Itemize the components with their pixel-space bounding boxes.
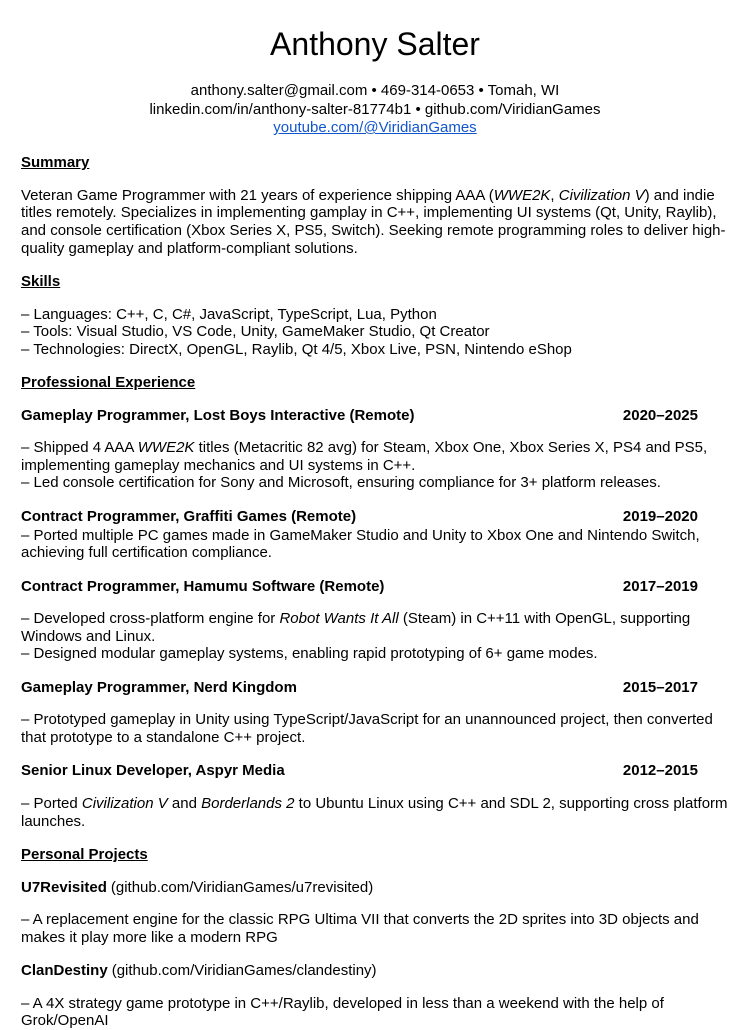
job-dates: 2012–2015 — [622, 762, 698, 780]
project-description: – A 4X strategy game prototype in C++/Raylib, developed in less than a weekend with the help of Grok/OpenAI — [21, 994, 664, 1030]
job-title: Contract Programmer, Hamumu Software (Remote) — [21, 577, 385, 595]
job-bullets — [21, 711, 729, 746]
job-dates: 2017–2019 — [622, 577, 698, 595]
projects-heading: Personal Projects — [21, 846, 148, 864]
job-bullets — [21, 439, 729, 492]
job-entry-nerd-kingdom — [21, 679, 729, 747]
job-dates: 2019–2020 — [622, 507, 698, 525]
project-name: ClanDestiny — [21, 962, 108, 980]
job-header — [21, 578, 729, 596]
job-dates: 2020–2025 — [622, 406, 698, 424]
job-bullet: – Designed modular gameplay systems, enabling rapid prototyping of 6+ game modes. — [21, 645, 598, 663]
summary-heading: Summary — [21, 154, 90, 172]
job-header — [21, 407, 729, 425]
job-title: Senior Linux Developer, Aspyr Media — [21, 762, 285, 780]
project-title-line — [21, 962, 729, 980]
contact-block — [21, 82, 729, 137]
job-header — [21, 508, 729, 526]
job-bullet: – Shipped 4 AAA WWE2K titles (Metacritic 82 avg) for Steam, Xbox One, Xbox Series X, PS4 and PS5, implementing gameplay mechanics and UI systems in C++. — [21, 439, 708, 474]
job-bullet: – Led console certification for Sony and Microsoft, ensuring compliance for 3+ platform releases. — [21, 474, 661, 492]
resume-page — [21, 26, 729, 1030]
project-description: – A replacement engine for the classic RPG Ultima VII that converts the 2D sprites into 3D objects and makes it play more like a modern RPG — [21, 911, 699, 946]
job-bullet: – Ported Civilization V and Borderlands 2 to Ubuntu Linux using C++ and SDL 2, supporting cross platform launches. — [21, 795, 728, 830]
job-title: Contract Programmer, Graffiti Games (Remote) — [21, 507, 357, 525]
job-entry-lost-boys — [21, 407, 729, 492]
skills-list — [21, 306, 729, 359]
skills-heading: Skills — [21, 273, 61, 291]
skill-item-technologies: – Technologies: DirectX, OpenGL, Raylib, Qt 4/5, Xbox Live, PSN, Nintendo eShop — [21, 340, 572, 358]
job-bullets — [21, 610, 729, 663]
job-bullet: – Prototyped gameplay in Unity using TypeScript/JavaScript for an unannounced project, then converted that prototype to a standalone C++ project. — [21, 711, 713, 746]
job-title: Gameplay Programmer, Nerd Kingdom — [21, 678, 297, 696]
job-header — [21, 679, 729, 697]
job-entry-aspyr — [21, 762, 729, 830]
skill-item-tools: – Tools: Visual Studio, VS Code, Unity, GameMaker Studio, Qt Creator — [21, 323, 490, 341]
youtube-link[interactable]: youtube.com/@ViridianGames — [273, 119, 477, 137]
experience-heading: Professional Experience — [21, 374, 196, 392]
job-title: Gameplay Programmer, Lost Boys Interactive (Remote) — [21, 406, 415, 424]
page-title: Anthony Salter — [270, 26, 480, 62]
job-entry-hamumu — [21, 578, 729, 663]
project-name: U7Revisited — [21, 878, 107, 896]
contact-line-3 — [21, 119, 729, 137]
job-bullets — [21, 527, 729, 562]
project-entry-clandestiny — [21, 962, 729, 1030]
project-link: (github.com/ViridianGames/clandestiny) — [111, 962, 377, 980]
contact-line-1: anthony.salter@gmail.com • 469-314-0653 • Tomah, WI — [190, 82, 560, 100]
skill-item-languages: – Languages: C++, C, C#, JavaScript, TypeScript, Lua, Python — [21, 305, 437, 323]
contact-line-2: linkedin.com/in/anthony-salter-81774b1 • github.com/ViridianGames — [149, 100, 601, 118]
job-header — [21, 762, 729, 780]
job-dates: 2015–2017 — [622, 678, 698, 696]
job-bullets — [21, 795, 729, 830]
project-entry-u7revisited — [21, 879, 729, 947]
summary-paragraph: Veteran Game Programmer with 21 years of experience shipping AAA (WWE2K, Civilization V) and indie titles remotely. Specializes in implementing gamplay in C++, implementing UI systems (Qt, Unity, Raylib), and console certification (Xbox Series X, PS5, Switch). Seeking remote programming roles to deliver high-quality gameplay and platform-compliant solutions. — [21, 186, 726, 257]
project-title-line — [21, 879, 729, 897]
job-entry-graffiti — [21, 508, 729, 562]
job-bullet: – Developed cross-platform engine for Robot Wants It All (Steam) in C++11 with OpenGL, supporting Windows and Linux. — [21, 610, 691, 645]
job-bullet: – Ported multiple PC games made in GameMaker Studio and Unity to Xbox One and Nintendo Switch, achieving full certification compliance. — [21, 526, 700, 562]
project-link: (github.com/ViridianGames/u7revisited) — [110, 878, 374, 896]
